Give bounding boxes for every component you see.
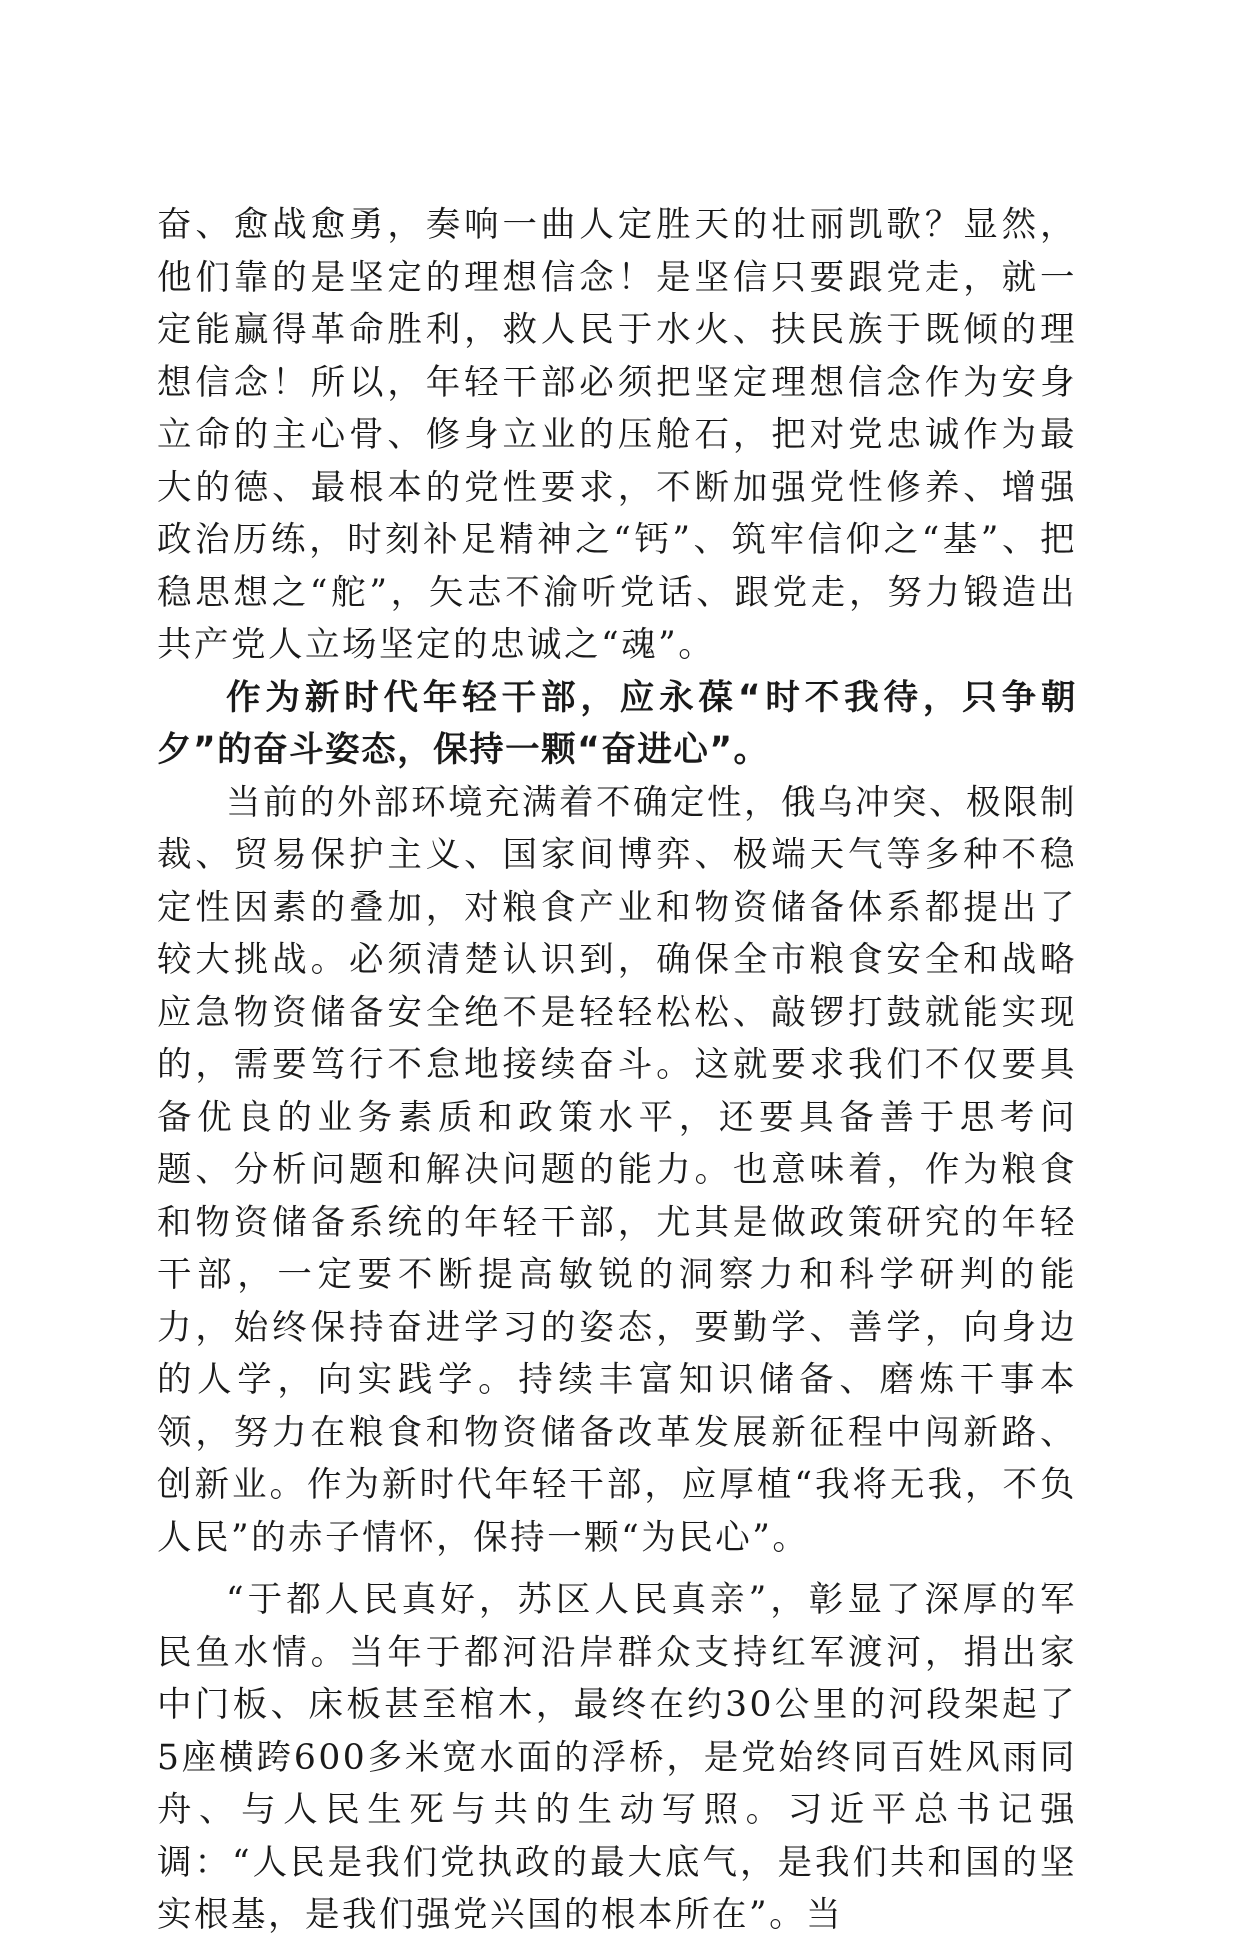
paragraph-body: “于都人民真好，苏区人民真亲”，彰显了深厚的军民鱼水情。当年于都河沿岸群众支持红军渡河，捐出家中门板、床板甚至棺木，最终在约30公里的河段架起了5座横跨600多米宽水面的浮桥，是党始终同百姓风雨同舟、与人民生死与共的生动写照。习近平总书记强调：“人民是我们党执政的最大底气，是我们共和国的坚实根基，是我们强党兴国的根本所在”。当 (157, 1580, 1077, 1935)
paragraph-body: 当前的外部环境充满着不确定性，俄乌冲突、极限制裁、贸易保护主义、国家间博弈、极端天气等多种不稳定性因素的叠加，对粮食产业和物资储备体系都提出了较大挑战。必须清楚认识到，确保全市粮食安全和战略应急物资储备安全绝不是轻轻松松、敲锣打鼓就能实现的，需要笃行不怠地接续奋斗。这就要求我们不仅要具备优良的业务素质和政策水平，还要具备善于思考问题、分析问题和解决问题的能力。也意味着，作为粮食和物资储备系统的年轻干部，尤其是做政策研究的年轻干部，一定要不断提高敏锐的洞察力和科学研判的能力，始终保持奋进学习的姿态，要勤学、善学，向身边的人学，向实践学。持续丰富知识储备、磨炼干事本领，努力在粮食和物资储备改革发展新征程中闯新路、创新业。作为新时代年轻干部，应厚植“我将无我，不负人民”的赤子情怀，保持一颗“为民心”。 (157, 782, 1077, 1558)
document-body (157, 199, 1077, 1942)
paragraph-continuation: 奋、愈战愈勇，奏响一曲人定胜天的壮丽凯歌？显然，他们靠的是坚定的理想信念！是坚信只要跟党走，就一定能赢得革命胜利，救人民于水火、扶民族于既倾的理想信念！所以，年轻干部必须把坚定理想信念作为安身立命的主心骨、修身立业的压舱石，把对党忠诚作为最大的德、最根本的党性要求，不断加强党性修养、增强政治历练，时刻补足精神之“钙”、筑牢信仰之“基”、把稳思想之“舵”，矢志不渝听党话、跟党走，努力锻造出共产党人立场坚定的忠诚之“魂”。 (157, 205, 1077, 665)
paragraph-heading: 作为新时代年轻干部，应永葆“时不我待，只争朝夕”的奋斗姿态，保持一颗“奋进心”。 (157, 677, 1077, 770)
